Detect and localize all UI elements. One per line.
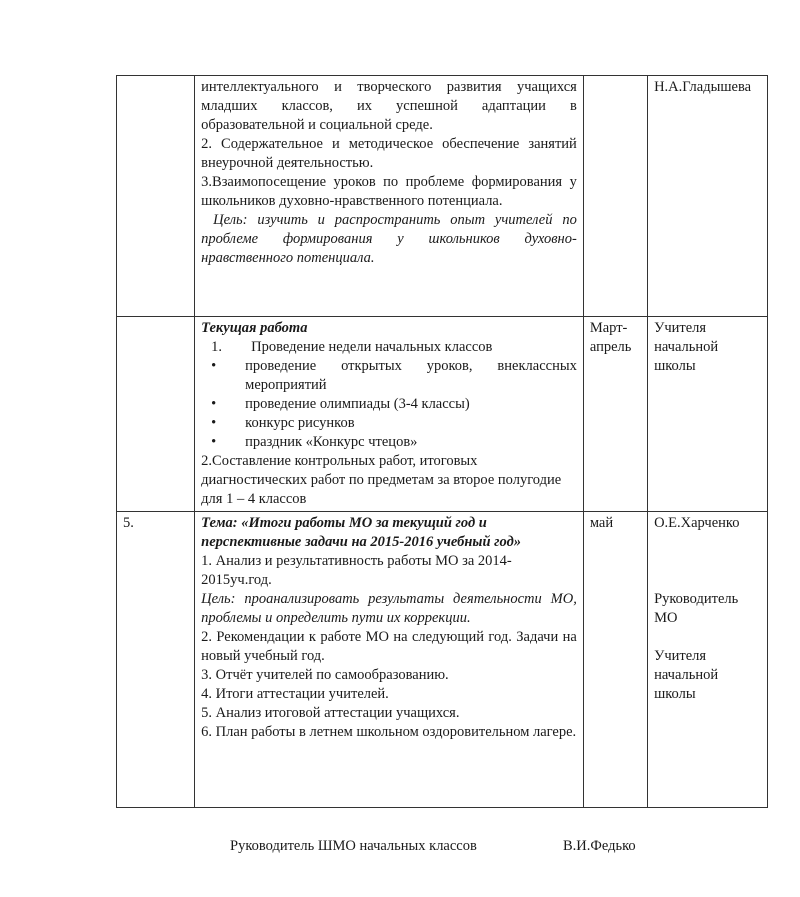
bullet-text: конкурс рисунков bbox=[245, 415, 355, 431]
content-paragraph: интеллектуального и творческого развития учащихся младших классов, их успешной адаптации в образовательной и социальной среде. bbox=[201, 79, 577, 133]
content-item: 2. Содержательное и методическое обеспечение занятий внеурочной деятельностью. bbox=[201, 136, 577, 171]
signature-name: В.И.Федько bbox=[563, 838, 636, 854]
content-item: 4. Итоги аттестации учителей. bbox=[201, 686, 389, 702]
content-item: 2.Составление контрольных работ, итоговых диагностических работ по предметам за второе полугодие для 1 – 4 классов bbox=[201, 453, 562, 507]
row-content-cell bbox=[195, 76, 584, 317]
signature-line bbox=[230, 838, 636, 855]
row-content-cell bbox=[195, 512, 584, 808]
bullet-icon: • bbox=[211, 358, 217, 374]
bullet-text: проведение открытых уроков, внеклассных мероприятий bbox=[245, 358, 577, 393]
row-date-cell: май bbox=[583, 512, 647, 808]
section-heading: Тема: «Итоги работы МО за текущий год и перспективные задачи на 2015-2016 учебный год» bbox=[201, 515, 522, 550]
row-number-cell bbox=[117, 317, 195, 512]
list-item bbox=[201, 395, 577, 414]
plan-table bbox=[116, 75, 768, 808]
section-heading: Текущая работа bbox=[201, 320, 308, 336]
list-item bbox=[201, 433, 577, 452]
row-number-cell bbox=[117, 76, 195, 317]
row-date-cell bbox=[583, 76, 647, 317]
row-number-cell: 5. bbox=[117, 512, 195, 808]
signature-title: Руководитель ШМО начальных классов bbox=[230, 838, 477, 854]
row-responsible-cell bbox=[648, 76, 768, 317]
goal-text: Цель: проанализировать результаты деятельности МО, проблемы и определить пути их коррекции. bbox=[201, 591, 577, 626]
content-item: 1. Анализ и результативность работы МО за 2014-2015уч.год. bbox=[201, 553, 512, 588]
responsible-role: Руководитель МО bbox=[654, 591, 739, 626]
bullet-text: проведение олимпиады (3-4 классы) bbox=[245, 396, 470, 412]
responsible-name: Н.А.Гладышева bbox=[654, 79, 752, 95]
row-content-cell bbox=[195, 317, 584, 512]
goal-text: Цель: изучить и распространить опыт учителей по проблеме формирования у школьников духовно-нравственного потенциала. bbox=[201, 212, 577, 266]
content-item: 3.Взаимопосещение уроков по проблеме формирования у школьников духовно-нравственного потенциала. bbox=[201, 174, 577, 209]
content-item: 6. План работы в летнем школьном оздоровительном лагере. bbox=[201, 724, 577, 740]
content-item: 5. Анализ итоговой аттестации учащихся. bbox=[201, 705, 460, 721]
bullet-icon: • bbox=[211, 415, 217, 431]
table-row bbox=[117, 317, 768, 512]
table-row bbox=[117, 76, 768, 317]
item-text: Проведение недели начальных классов bbox=[251, 339, 493, 355]
bullet-icon: • bbox=[211, 434, 217, 450]
row-responsible-cell: Учителя начальной школы bbox=[648, 317, 768, 512]
bullet-text: праздник «Конкурс чтецов» bbox=[245, 434, 418, 450]
table-row bbox=[117, 512, 768, 808]
responsible-role: Учителя начальной школы bbox=[654, 648, 719, 702]
item-number: 1. bbox=[211, 339, 223, 355]
row-date-cell: Март-апрель bbox=[583, 317, 647, 512]
list-item bbox=[201, 414, 577, 433]
content-item: 3. Отчёт учителей по самообразованию. bbox=[201, 667, 449, 683]
bullet-icon: • bbox=[211, 396, 217, 412]
content-item bbox=[201, 338, 577, 357]
responsible-name: О.Е.Харченко bbox=[654, 515, 740, 531]
list-item bbox=[201, 357, 577, 395]
content-item: 2. Рекомендации к работе МО на следующий год. Задачи на новый учебный год. bbox=[201, 629, 577, 664]
row-responsible-cell bbox=[648, 512, 768, 808]
